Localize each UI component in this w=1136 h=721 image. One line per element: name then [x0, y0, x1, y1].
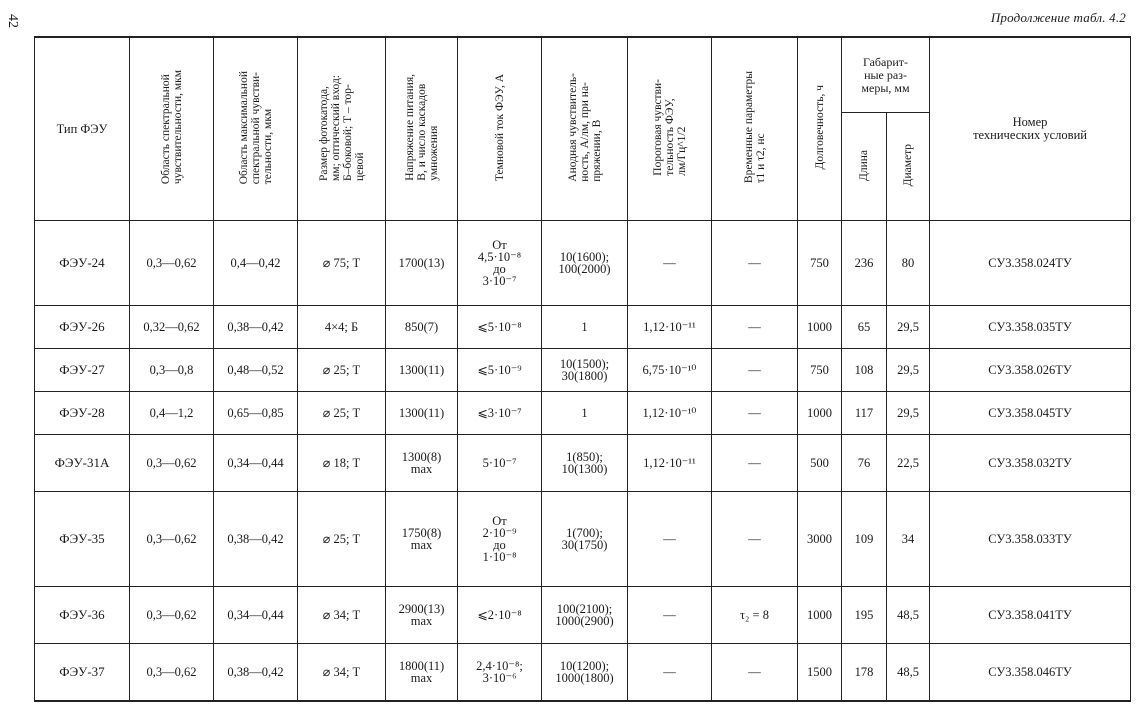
cell-photocathode: ⌀ 34; Т: [298, 587, 386, 644]
cell-lifetime: 1000: [798, 306, 842, 349]
cell-diameter: 34: [887, 492, 930, 587]
cell-max-sensitivity: 0,38—0,42: [214, 306, 298, 349]
cell-max-sensitivity: 0,38—0,42: [214, 644, 298, 702]
header-spectral-range: Область спектральной чувствительности, мкм: [130, 37, 214, 221]
header-anode-sensitivity: Анодная чувствитель- ность, А/лм, при на- пряжении, В: [542, 37, 628, 221]
cell-diameter: 29,5: [887, 349, 930, 392]
cell-photocathode: ⌀ 34; Т: [298, 644, 386, 702]
cell-spectral-range: 0,3—0,62: [130, 435, 214, 492]
cell-threshold: —: [628, 221, 712, 306]
cell-max-sensitivity: 0,48—0,52: [214, 349, 298, 392]
cell-type: ФЭУ-31А: [35, 435, 130, 492]
cell-anode-sensitivity: 10(1500); 30(1800): [542, 349, 628, 392]
cell-tech-conditions: СУ3.358.041ТУ: [930, 587, 1131, 644]
cell-dark-current: 2,4·10⁻⁸; 3·10⁻⁶: [458, 644, 542, 702]
cell-dark-current: От 4,5·10⁻⁸ до 3·10⁻⁷: [458, 221, 542, 306]
cell-lifetime: 1000: [798, 392, 842, 435]
cell-time-params: —: [712, 435, 798, 492]
cell-supply: 1700(13): [386, 221, 458, 306]
cell-spectral-range: 0,4—1,2: [130, 392, 214, 435]
cell-type: ФЭУ-28: [35, 392, 130, 435]
cell-dark-current: ⩽3·10⁻⁷: [458, 392, 542, 435]
cell-supply: 2900(13) max: [386, 587, 458, 644]
cell-time-params: —: [712, 392, 798, 435]
cell-dark-current: ⩽5·10⁻⁹: [458, 349, 542, 392]
table-row: [35, 221, 1131, 306]
cell-anode-sensitivity: 10(1600); 100(2000): [542, 221, 628, 306]
cell-tech-conditions: СУ3.358.046ТУ: [930, 644, 1131, 702]
cell-type: ФЭУ-24: [35, 221, 130, 306]
cell-anode-sensitivity: 1: [542, 306, 628, 349]
cell-spectral-range: 0,3—0,8: [130, 349, 214, 392]
cell-photocathode: ⌀ 25; Т: [298, 392, 386, 435]
table-row: [35, 349, 1131, 392]
cell-supply: 1800(11) max: [386, 644, 458, 702]
cell-threshold: 1,12·10⁻¹¹: [628, 306, 712, 349]
cell-max-sensitivity: 0,65—0,85: [214, 392, 298, 435]
cell-anode-sensitivity: 10(1200); 1000(1800): [542, 644, 628, 702]
cell-dark-current: ⩽2·10⁻⁸: [458, 587, 542, 644]
cell-anode-sensitivity: 1(850); 10(1300): [542, 435, 628, 492]
cell-supply: 1300(11): [386, 392, 458, 435]
cell-spectral-range: 0,3—0,62: [130, 644, 214, 702]
header-threshold-sensitivity: Пороговая чувстви- тельность ФЭУ, лм/Гц^1/2: [628, 37, 712, 221]
header-length: Длина: [842, 113, 887, 221]
cell-threshold: 6,75·10⁻¹⁰: [628, 349, 712, 392]
cell-anode-sensitivity: 100(2100); 1000(2900): [542, 587, 628, 644]
header-photocathode: Размер фотокатода, мм; оптический вход: Б–боковой; Т – тор- цевой: [298, 37, 386, 221]
cell-photocathode: ⌀ 75; Т: [298, 221, 386, 306]
cell-type: ФЭУ-35: [35, 492, 130, 587]
cell-spectral-range: 0,32—0,62: [130, 306, 214, 349]
cell-lifetime: 3000: [798, 492, 842, 587]
cell-type: ФЭУ-36: [35, 587, 130, 644]
cell-threshold: 1,12·10⁻¹⁰: [628, 392, 712, 435]
cell-length: 108: [842, 349, 887, 392]
header-lifetime: Долговечность, ч: [798, 37, 842, 221]
cell-photocathode: ⌀ 25; Т: [298, 349, 386, 392]
cell-photocathode: ⌀ 25; Т: [298, 492, 386, 587]
cell-type: ФЭУ-26: [35, 306, 130, 349]
header-dimensions: Габарит- ные раз- меры, мм: [842, 37, 930, 113]
cell-supply: 850(7): [386, 306, 458, 349]
cell-max-sensitivity: 0,38—0,42: [214, 492, 298, 587]
cell-dark-current: ⩽5·10⁻⁸: [458, 306, 542, 349]
header-tech-conditions: Номер технических условий: [930, 37, 1131, 221]
table-row: [35, 392, 1131, 435]
cell-time-params: —: [712, 644, 798, 702]
cell-diameter: 48,5: [887, 644, 930, 702]
page-number: 42: [5, 14, 20, 28]
cell-tech-conditions: СУ3.358.045ТУ: [930, 392, 1131, 435]
cell-supply: 1300(11): [386, 349, 458, 392]
cell-type: ФЭУ-27: [35, 349, 130, 392]
cell-max-sensitivity: 0,34—0,44: [214, 587, 298, 644]
table-row: [35, 492, 1131, 587]
cell-lifetime: 1000: [798, 587, 842, 644]
cell-length: 109: [842, 492, 887, 587]
cell-length: 117: [842, 392, 887, 435]
cell-type: ФЭУ-37: [35, 644, 130, 702]
cell-diameter: 80: [887, 221, 930, 306]
cell-lifetime: 500: [798, 435, 842, 492]
cell-photocathode: 4×4; Б: [298, 306, 386, 349]
cell-dark-current: 5·10⁻⁷: [458, 435, 542, 492]
cell-supply: 1750(8) max: [386, 492, 458, 587]
cell-photocathode: ⌀ 18; Т: [298, 435, 386, 492]
cell-max-sensitivity: 0,34—0,44: [214, 435, 298, 492]
header-supply-voltage: Напряжение питания, В, и число каскадов умножения: [386, 37, 458, 221]
cell-time-params: —: [712, 221, 798, 306]
cell-time-params: —: [712, 492, 798, 587]
table-row: [35, 306, 1131, 349]
table-row: [35, 435, 1131, 492]
header-time-parameters: Временные параметры τ1 и τ2, нс: [712, 37, 798, 221]
header-diameter: Диаметр: [887, 113, 930, 221]
table-row: [35, 587, 1131, 644]
header-max-sensitivity: Область максимальной спектральной чувстви- тельности, мкм: [214, 37, 298, 221]
cell-anode-sensitivity: 1(700); 30(1750): [542, 492, 628, 587]
cell-lifetime: 750: [798, 221, 842, 306]
cell-lifetime: 1500: [798, 644, 842, 702]
cell-threshold: —: [628, 492, 712, 587]
cell-diameter: 29,5: [887, 392, 930, 435]
cell-diameter: 48,5: [887, 587, 930, 644]
cell-threshold: 1,12·10⁻¹¹: [628, 435, 712, 492]
cell-spectral-range: 0,3—0,62: [130, 587, 214, 644]
cell-time-params: —: [712, 306, 798, 349]
cell-dark-current: От 2·10⁻⁹ до 1·10⁻⁸: [458, 492, 542, 587]
cell-spectral-range: 0,3—0,62: [130, 492, 214, 587]
cell-lifetime: 750: [798, 349, 842, 392]
cell-spectral-range: 0,3—0,62: [130, 221, 214, 306]
cell-length: 195: [842, 587, 887, 644]
cell-diameter: 22,5: [887, 435, 930, 492]
photomultiplier-spec-table: [34, 36, 1131, 702]
table-continuation-caption: Продолжение табл. 4.2: [990, 10, 1126, 25]
cell-length: 178: [842, 644, 887, 702]
cell-diameter: 29,5: [887, 306, 930, 349]
header-type: Тип ФЭУ: [35, 37, 130, 221]
cell-length: 65: [842, 306, 887, 349]
cell-time-params: —: [712, 349, 798, 392]
cell-anode-sensitivity: 1: [542, 392, 628, 435]
cell-time-params: τ₂ = 8: [712, 587, 798, 644]
cell-tech-conditions: СУ3.358.035ТУ: [930, 306, 1131, 349]
cell-max-sensitivity: 0,4—0,42: [214, 221, 298, 306]
header-dark-current: Темновой ток ФЭУ, А: [458, 37, 542, 221]
cell-tech-conditions: СУ3.358.033ТУ: [930, 492, 1131, 587]
cell-length: 76: [842, 435, 887, 492]
cell-threshold: —: [628, 644, 712, 702]
cell-threshold: —: [628, 587, 712, 644]
table-row: [35, 644, 1131, 702]
cell-tech-conditions: СУ3.358.026ТУ: [930, 349, 1131, 392]
cell-length: 236: [842, 221, 887, 306]
cell-supply: 1300(8) max: [386, 435, 458, 492]
cell-tech-conditions: СУ3.358.024ТУ: [930, 221, 1131, 306]
cell-tech-conditions: СУ3.358.032ТУ: [930, 435, 1131, 492]
